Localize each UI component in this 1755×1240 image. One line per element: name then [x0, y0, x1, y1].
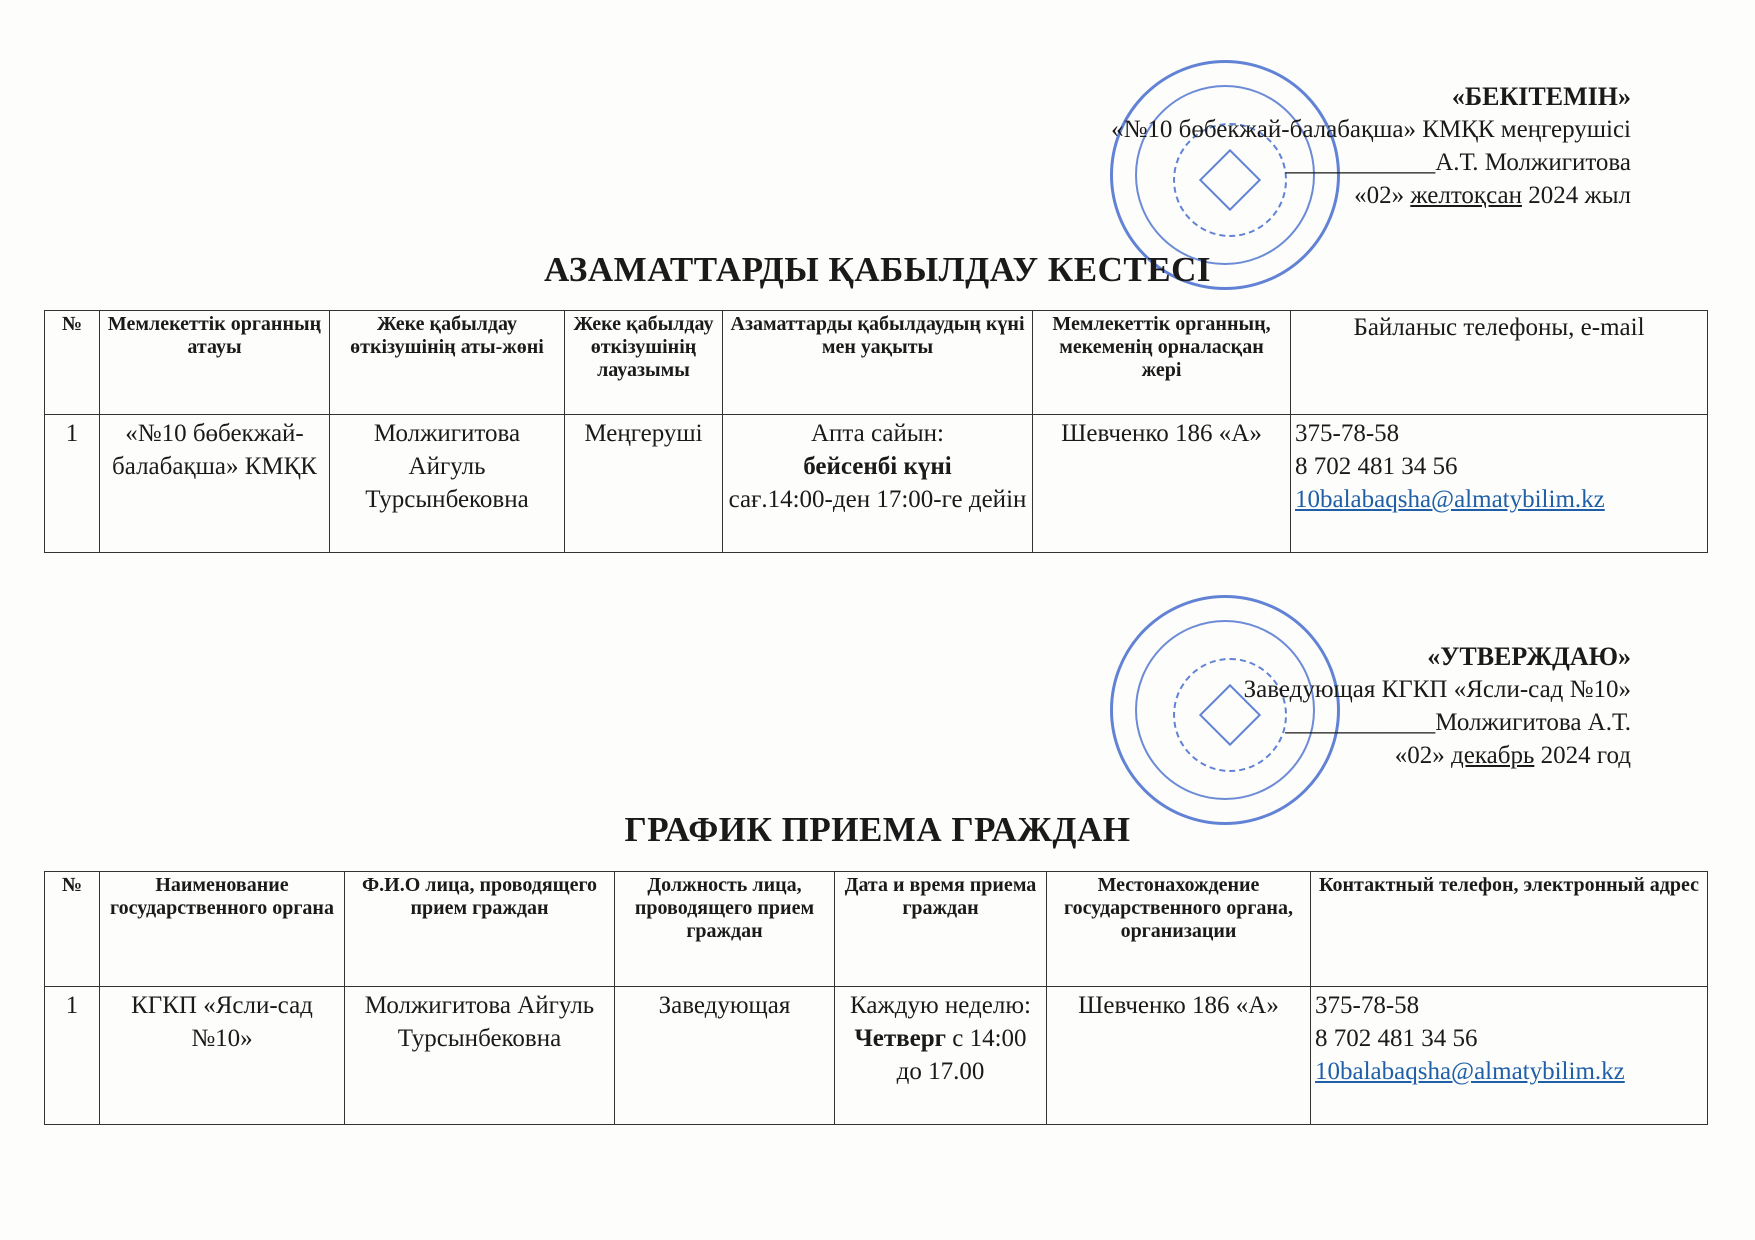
- approval-line-position: «№10 бөбекжай-балабақша» КМҚК меңгерушісі: [1111, 116, 1631, 143]
- date-month: декабрь: [1451, 742, 1535, 769]
- approval-heading: «БЕКІТЕМІН»: [1451, 82, 1631, 111]
- cell-position: Меңгеруші: [565, 415, 723, 553]
- cell-number: 1: [45, 415, 100, 553]
- header-cell: №: [45, 872, 100, 987]
- table-row: [45, 987, 1708, 1125]
- schedule-table-ru: [44, 871, 1708, 1125]
- header-cell: Местонахождение государственного органа, организации: [1047, 872, 1311, 987]
- phone-1: 375-78-58: [1295, 420, 1400, 447]
- date-year: 2024 год: [1540, 742, 1631, 769]
- cell-address: Шевченко 186 «А»: [1033, 415, 1291, 553]
- approval-line-position: Заведующая КГКП «Ясли-сад №10»: [1243, 676, 1631, 703]
- header-cell: Мемлекеттік органның атауы: [100, 311, 330, 415]
- header-cell: №: [45, 311, 100, 415]
- header-cell: Наименование государственного органа: [100, 872, 345, 987]
- cell-time: [835, 987, 1047, 1125]
- header-cell: Байланыс телефоны, e-mail: [1291, 311, 1708, 415]
- date-day: «02»: [1394, 742, 1445, 769]
- time-hours: с 14:00 до 17.00: [896, 1025, 1027, 1085]
- approval-block-kz: [1111, 80, 1631, 212]
- time-day: бейсенбі күні: [803, 453, 952, 480]
- page-title-ru: ГРАФИК ПРИЕМА ГРАЖДАН: [624, 810, 1131, 849]
- date-year: 2024 жыл: [1528, 182, 1631, 209]
- time-day: Четверг: [854, 1025, 947, 1052]
- cell-contacts: [1311, 987, 1708, 1125]
- cell-address: Шевченко 186 «А»: [1047, 987, 1311, 1125]
- approval-line-date: [1111, 179, 1631, 212]
- header-cell: Азаматтарды қабылдаудың күні мен уақыты: [723, 311, 1033, 415]
- approval-heading: «УТВЕРЖДАЮ»: [1427, 642, 1631, 671]
- email-link[interactable]: 10balabaqsha@almatybilim.kz: [1295, 486, 1605, 513]
- cell-contacts: [1291, 415, 1708, 553]
- table-header-row: [45, 872, 1708, 987]
- date-month: желтоқсан: [1410, 182, 1522, 209]
- cell-time: [723, 415, 1033, 553]
- cell-organization: «№10 бөбекжай-балабақша» КМҚК: [100, 415, 330, 553]
- header-cell: Жеке қабылдау өткізушінің лауазымы: [565, 311, 723, 415]
- date-day: «02»: [1354, 182, 1405, 209]
- cell-person: Молжигитова Айгуль Турсынбековна: [345, 987, 615, 1125]
- page-title-kz: АЗАМАТТАРДЫ ҚАБЫЛДАУ КЕСТЕСІ: [544, 250, 1211, 289]
- table-header-row: [45, 311, 1708, 415]
- time-line: Каждую неделю:: [850, 992, 1031, 1019]
- header-cell: Должность лица, проводящего прием граждан: [615, 872, 835, 987]
- header-cell: Дата и время приема граждан: [835, 872, 1047, 987]
- time-hours: сағ.14:00-ден 17:00-ге дейін: [728, 486, 1027, 513]
- approval-block-ru: [1244, 640, 1631, 772]
- cell-person: Молжигитова Айгуль Турсынбековна: [330, 415, 565, 553]
- header-cell: Контактный телефон, электронный адрес: [1311, 872, 1708, 987]
- email-link[interactable]: 10balabaqsha@almatybilim.kz: [1315, 1058, 1625, 1085]
- table-row: [45, 415, 1708, 553]
- time-line: Апта сайын:: [810, 420, 944, 447]
- cell-organization: КГКП «Ясли-сад №10»: [100, 987, 345, 1125]
- cell-number: 1: [45, 987, 100, 1125]
- phone-1: 375-78-58: [1315, 992, 1420, 1019]
- header-cell: Жеке қабылдау өткізушінің аты-жөні: [330, 311, 565, 415]
- phone-2: 8 702 481 34 56: [1315, 1025, 1478, 1052]
- schedule-table-kz: [44, 310, 1708, 553]
- approval-line-signature: ____________А.Т. Молжигитова: [1285, 149, 1631, 176]
- approval-line-date: [1244, 739, 1631, 772]
- header-cell: Мемлекеттік органның, мекеменің орналасқан жері: [1033, 311, 1291, 415]
- phone-2: 8 702 481 34 56: [1295, 453, 1458, 480]
- header-cell: Ф.И.О лица, проводящего прием граждан: [345, 872, 615, 987]
- approval-line-signature: ____________Молжигитова А.Т.: [1285, 709, 1631, 736]
- cell-position: Заведующая: [615, 987, 835, 1125]
